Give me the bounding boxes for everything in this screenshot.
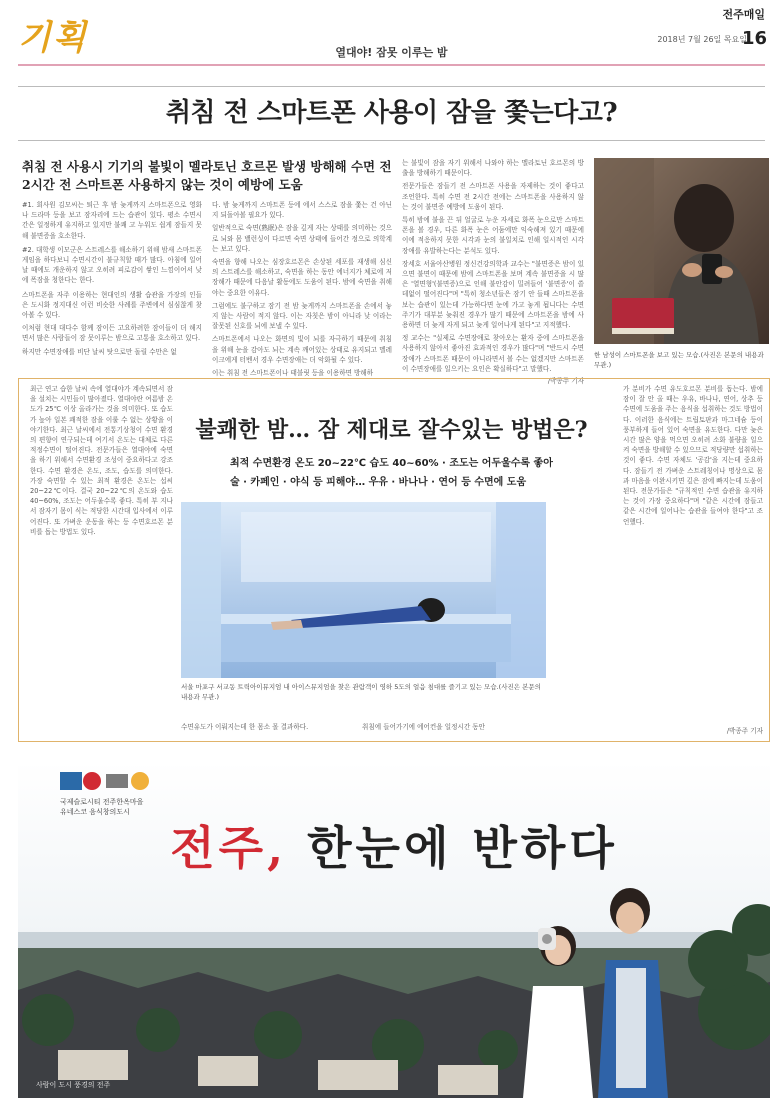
ice-museum-illustration (181, 502, 546, 678)
organizer-2: 유네스코 음식창의도시 (60, 808, 130, 816)
issue-date: 2018년 7월 26일 목요일 (657, 35, 747, 44)
page-header (0, 0, 783, 66)
story1-subhead: 취침 전 사용시 기기의 불빛이 멜라토닌 호르몬 발생 방해해 수면 전 2시간 전 스마트폰 사용하지 않는 것이 예방에 도움 (22, 159, 392, 192)
story2-column-1-tail (181, 722, 356, 732)
story2-photo-caption: 서울 마포구 서교동 트릭아이뮤지엄 내 아이스뮤지엄을 찾은 관람객이 영하 5도의 얼음 침대를 즐기고 있는 모습.(사진은 본문의 내용과 무관.) (181, 683, 541, 701)
paragraph: 스마트폰에서 나오는 화면의 빛이 뇌를 자극하기 때문에 취침을 위해 눈을 감아도 뇌는 계속 깨어있는 상태로 유지되고 멜레이크에게 터벤서 경우 수면장애는 더 악화될 수 있다. (212, 335, 392, 364)
newspaper-name: 전주매일 (722, 8, 765, 21)
paragraph: 전문가들은 잠들기 전 스마트폰 사용을 자제하는 것이 좋다고 조언한다. 특히 수면 전 2시간 전에는 스마트폰을 사용하지 않는 것이 불면증 예방에 도움이 된다. (402, 182, 584, 211)
story2-byline-box (623, 726, 763, 736)
header-rule (18, 64, 765, 66)
story2-headline: 불쾌한 밤… 잠 제대로 잘수있는 방법은? (195, 417, 588, 443)
divider (18, 86, 765, 87)
phone-user-illustration (594, 158, 769, 344)
story2-column-1 (30, 384, 173, 734)
paragraph: 다. 밤 늦게까지 스마트폰 등에 에서 스스로 잠을 쫓는 건 아닌지 되돌아볼 필요가 있다. (212, 201, 392, 220)
organizer-logos (60, 770, 200, 817)
story1-photo-caption: 한 남성이 스마트폰을 보고 있는 모습.(사진은 본문의 내용과 무관.) (594, 351, 764, 369)
ice-bed-photo (181, 502, 546, 678)
byline: /박종주 기자 (547, 377, 584, 386)
ad-slogan (18, 812, 770, 878)
paragraph: 이는 취침 전 스마트폰이나 태블릿 등을 이용하면 방해하 (212, 369, 374, 378)
slogan-city: 전주, (170, 821, 288, 875)
paragraph: 하지만 수면장애를 비단 날씨 탓으로만 돌릴 수만은 없 (22, 347, 177, 356)
paragraph: #2. 대학생 이모군은 스트레스를 해소하기 위해 밤새 스마트폰 게임을 하다보니 수면시간이 불규칙할 때가 많다. 아침에 일어날 때에도 개운하지 않고 오히려 피로감이 쌓인 느낌이어서 낮에 폭잠을 청한다는 한다. (22, 245, 202, 285)
paragraph: 이처럼 현대 대다수 함께 잠이든 고요하려한 잠이들이 더 해지면서 많은 사람들이 잠 못이루는 밤으로 고통을 호소하고 있다. (22, 324, 202, 343)
logo-icons (60, 770, 200, 794)
story2-subhead-1: 최적 수면환경 온도 20~22℃ 습도 40~60% · 조도는 어두울수록 좋아 (230, 458, 553, 469)
story2-subhead-2: 술 · 카페인 · 야식 등 피해야… 우유 · 바나나 · 연어 등 수면에 도움 (230, 477, 527, 488)
divider (18, 140, 765, 141)
tourism-advertisement (18, 760, 770, 1098)
paragraph: 수면유도가 이뤄지는데 한 몸소 몰 결과하다. (181, 723, 309, 731)
series-title: 열대야! 잠못 이루는 밤 (335, 46, 448, 59)
paragraph: 는 불빛이 잠을 자기 위해서 나와야 하는 멜라토닌 호르몬의 방출을 방해하기 때문이다. (402, 159, 584, 178)
story1-column-3 (402, 158, 584, 386)
organizer-1: 국제슬로시티 전주한옥마을 (60, 798, 144, 806)
byline: /박종주 기자 (726, 727, 763, 735)
story2-column-3 (623, 384, 763, 724)
story1-column-2 (212, 200, 392, 378)
page-number: 16 (741, 28, 767, 49)
slogan-text: 한눈에 반하다 (307, 821, 618, 875)
story1-column-1 (22, 200, 202, 357)
paragraph: 일반적으로 숙면(熟眠)은 잠을 깊게 자는 상태를 의미하는 것으로 뇌와 몸 밸런싱이 다르면 숙면 상태에 들어간 정으로 의학계는 보고 있다. (212, 224, 392, 253)
paragraph: 취침에 들어가기에 에어컨을 일정시간 동안 (362, 723, 486, 731)
story2-column-2-tail (362, 722, 546, 732)
paragraph: 스마트폰을 자주 이용하는 현대인의 생활 습관을 가장의 인들은 도시화 정지대신 이런 비슷한 사례를 주변에서 심심찮게 찾아볼 수 있다. (22, 290, 202, 320)
paragraph: 최근 연고 습한 날씨 속에 열대야가 계속되면서 잠을 설치는 시민들이 많아졌다. 열대야란 여름밤 온도가 25℃ 이상 올라가는 것을 의미한다. 또 습도가 높아 일본 쾌적한 잠을 이룰 수 없는 상황을 이야기한다. 최근 날씨에서 전통기상청이 수면 환경의 편향이 연구되는데 여기서 온도는 대체로 다른 적정수면이 떨어진다. 전문가들은 열대야에 숙면을 하기 위해서 수면환경 조성이 중요하다고 강조한다. 수면 환경은 온도, 조도, 습도를 의미한다. 가장 숙면할 수 있는 최적 환경은 온도는 섭씨 20~22℃이다. 결국 20~22℃의 온도와 습도 40~60%, 조도는 어두울수록 좋다. 특히 부 지나서 잠자기 몸이 식는 적당한 시간대 입사에서 이루어진다. 또 가벼운 운동을 하는 등 수면호르몬 분비를 돕는 방법도 있다. (30, 385, 173, 536)
paragraph: 특히 밤에 불을 끈 뒤 얼굴로 누운 자세로 화폭 눈으로만 스마트폰을 볼 경우, 다른 화폭 눈은 어둠에만 익숙해져 있기 때문에 이에 적응하지 못한 시각과 눈의 불일치로 인해 일시적인 시각장애를 유발하는다는 분석도 있다. (402, 216, 584, 255)
phone-user-photo (594, 158, 769, 344)
section-logo: 기획 (18, 18, 88, 58)
ad-photo-caption: 사람이 도시 풍경의 전주 (36, 1081, 111, 1089)
paragraph: 그럼에도 불구하고 잠기 전 밤 늦게까지 스마트폰을 손에서 놓지 않는 사람이 적지 않다. 이는 자칫은 밤이 아니라 낮 이라는 잘못된 신호를 뇌에 보낼 수 있다. (212, 301, 392, 331)
story1-headline: 취침 전 스마트폰 사용이 잠을 쫓는다고? (165, 98, 618, 128)
paragraph: 가 분비가 수면 유도호르몬 분비를 돕는다. 밤에 잠이 잘 안 올 때는 우유, 바나나, 연어, 상추 등 수면에 도움을 주는 음식을 섭취하는 것도 방법이다. 이러한 음식에는 트립토판과 마그네슘 등이 풍부하게 들어 있어 숙면을 유도한다. 다만 늦은 시간 많은 양을 먹으면 오히려 소화 불량을 일으켜 숙면을 방해할 수 있으므로 적당량만 섭취하는 것이 좋다. 수면 자체도 '공감'을 지는데 중요하다. 잠들기 전 가벼운 스트레칭이나 명상으로 몸과 마음을 이완시키면 깊은 잠에 빠지는데 도움이 된다. 전문가들은 "규칙적인 수면 습관을 유지하는 것이 가장 중요하다"며 "같은 시간에 잠들고 같은 시간에 일어나는 습관을 들여야 한다"고 조언했다. (623, 385, 763, 526)
paragraph: #1. 회사원 김모씨는 퇴근 후 밤 늦게까지 스마트폰으로 영화나 드라마 등을 보고 잠자리에 드는 습관이 있다. 평소 수면시간은 일정하게 유지하고 있지만 불쾌 고 누워도 쉽게 잠들지 못해 불면증을 호소한다. (22, 201, 202, 240)
paragraph: 장세호 서울아산병원 정신건강의학과 교수는 "불면증은 밤이 있으면 불면이 때문에 밤에 스마트폰을 보며 계속 불면증을 시 많은 '열면형'(불면증)으로 인해 불안감이 밀려들어 '불면증'이 쓸데없이 떨어진다"며 "특히 청소년들은 잠기 안 들때 스마트폰을 보는 습관이 있는데 가능하다면 눈에 가고 놓게 됩니다는 수면주기가 대부분 늦춰진 경우가 많기 때문에 스마트폰을 밤에 사용하면 더 늦게 자게 되고 늦게 일어나게 된다"고 지적했다. (402, 259, 584, 330)
paragraph: 숙면을 향해 나오는 심장호르몬은 손상된 세포를 재생해 심신의 스트레스를 해소하고, 숙면을 하는 동안 에너지가 체로에 저장해가 때문에 다음날 활동에도 도움이 된다. 밤에 숙면을 취해야는 중요한 이유다. (212, 258, 392, 297)
paragraph: 정 교수는 "실제로 수면장애로 찾아오는 환자 중에 스마트폰을 사용하지 않아서 좋아진 효과적인 경우가 많다"며 "반드시 수면장애가 스마트폰 때문이 아니라면서 볼 수는 없겠지만 스마트폰이 수면장애를 일으키는 요인은 확실하다"고 말했다. (402, 334, 584, 373)
